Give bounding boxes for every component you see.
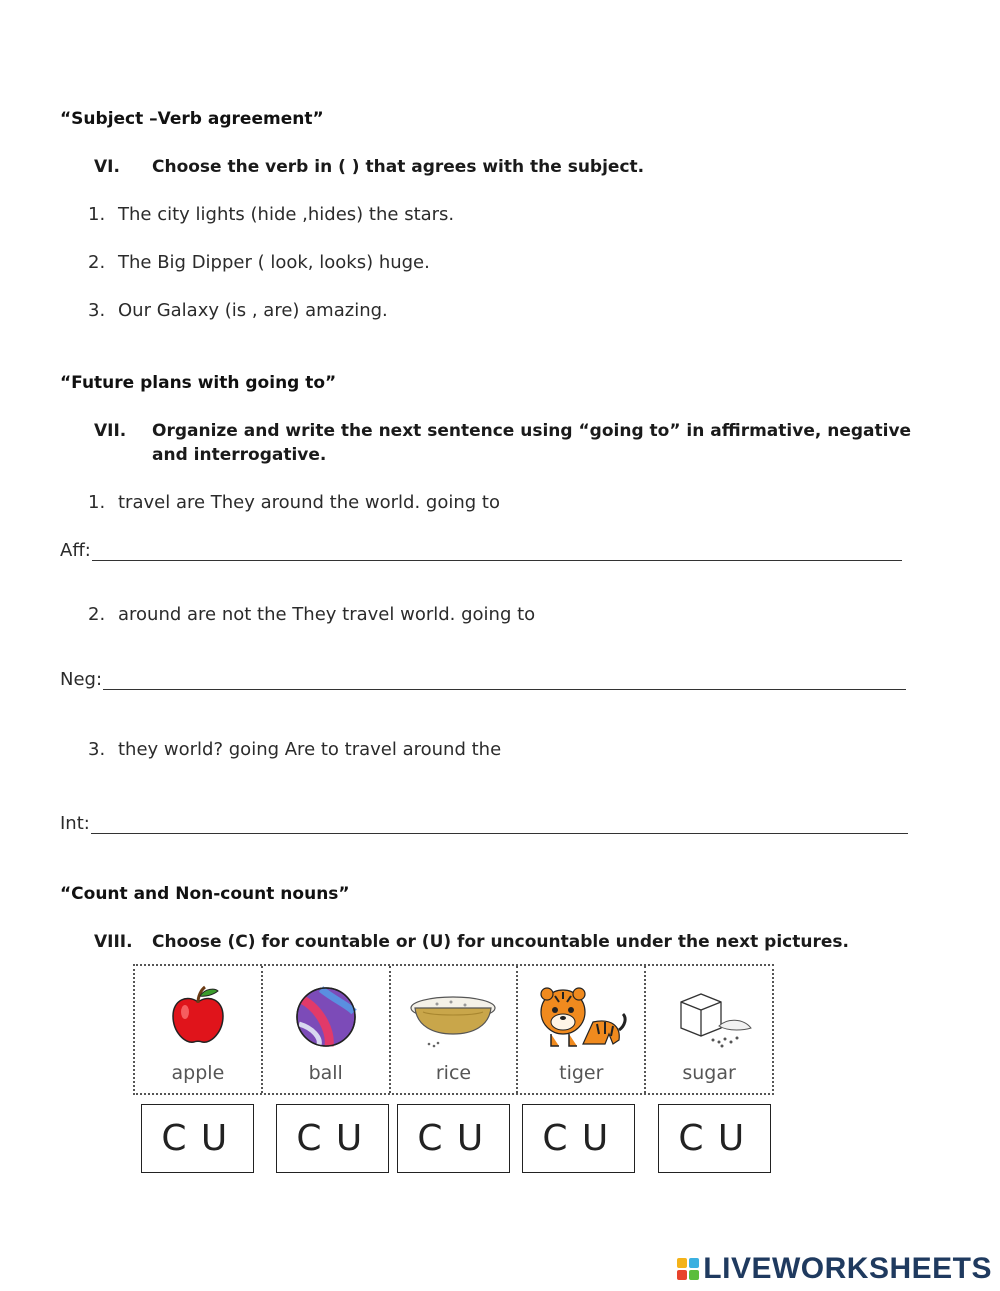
picture-label: tiger	[559, 1062, 604, 1084]
choice-box-sugar	[658, 1104, 771, 1173]
list-item	[88, 739, 501, 760]
picture-row	[133, 964, 774, 1095]
instruction-text: Organize and write the next sentence using “going to” in affirmative, negative and interrogative.	[152, 421, 912, 465]
picture-label: rice	[435, 1062, 472, 1084]
rice-bowl-icon	[407, 982, 499, 1052]
countable-option[interactable]: C	[417, 1118, 443, 1159]
picture-cell-tiger	[518, 966, 646, 1093]
list-item	[88, 492, 500, 513]
list-item	[88, 604, 535, 625]
answer-label: Neg:	[60, 669, 103, 690]
uncountable-option[interactable]: U	[456, 1118, 484, 1159]
picture-cell-ball	[263, 966, 391, 1093]
logo-text: LIVEWORKSHEETS	[703, 1252, 992, 1285]
item-text: The city lights (hide ,hides) the stars.	[118, 204, 455, 225]
answer-blank[interactable]	[103, 671, 906, 690]
picture-cell-sugar	[646, 966, 772, 1093]
tiger-icon	[533, 982, 629, 1054]
picture-cell-apple	[135, 966, 263, 1093]
ball-icon	[291, 982, 361, 1052]
countable-option[interactable]: C	[678, 1118, 704, 1159]
item-number: 1.	[88, 492, 106, 513]
logo-blocks-icon	[677, 1258, 699, 1280]
answer-blank[interactable]	[91, 815, 908, 834]
picture-label: apple	[171, 1062, 225, 1084]
item-text: around are not the They travel world. going to	[118, 604, 536, 625]
picture-cell-rice	[391, 966, 519, 1093]
list-item	[88, 300, 388, 321]
item-text: they world? going Are to travel around the	[118, 739, 502, 760]
picture-label: sugar	[682, 1062, 736, 1084]
choice-box-tiger	[522, 1104, 635, 1173]
answer-blank[interactable]	[92, 542, 902, 561]
answer-line-negative[interactable]	[60, 669, 906, 690]
answer-label: Aff:	[60, 540, 91, 561]
item-text: The Big Dipper ( look, looks) huge.	[118, 252, 430, 273]
item-number: 3.	[88, 300, 106, 321]
answer-label: Int:	[60, 813, 90, 834]
choice-box-apple	[141, 1104, 254, 1173]
countable-option[interactable]: C	[296, 1118, 322, 1159]
liveworksheets-logo[interactable]	[677, 1252, 992, 1286]
choice-box-rice	[397, 1104, 510, 1173]
uncountable-option[interactable]: U	[581, 1118, 609, 1159]
item-number: 2.	[88, 252, 106, 273]
apple-icon	[163, 982, 233, 1052]
item-number: 1.	[88, 204, 106, 225]
item-number: 2.	[88, 604, 106, 625]
section-heading-going-to: “Future plans with going to”	[60, 373, 337, 393]
list-item	[88, 204, 454, 225]
list-item	[88, 252, 430, 273]
item-text: Our Galaxy (is , are) amazing.	[118, 300, 388, 321]
instruction-text: Choose the verb in ( ) that agrees with the subject.	[152, 157, 645, 177]
item-text: travel are They around the world. going to	[118, 492, 500, 513]
instruction-text: Choose (C) for countable or (U) for uncountable under the next pictures.	[152, 932, 849, 952]
uncountable-option[interactable]: U	[335, 1118, 363, 1159]
picture-label: ball	[308, 1062, 343, 1084]
answer-line-affirmative[interactable]	[60, 540, 902, 561]
instruction-number: VI.	[94, 157, 120, 177]
instruction-number: VII.	[94, 421, 127, 441]
uncountable-option[interactable]: U	[200, 1118, 228, 1159]
instruction-number: VIII.	[94, 932, 133, 952]
countable-option[interactable]: C	[161, 1118, 187, 1159]
section-heading-count-noncount: “Count and Non-count nouns”	[60, 884, 350, 904]
item-number: 3.	[88, 739, 106, 760]
uncountable-option[interactable]: U	[717, 1118, 745, 1159]
sugar-cube-icon	[661, 982, 757, 1052]
answer-line-interrogative[interactable]	[60, 813, 908, 834]
section-heading-subject-verb: “Subject –Verb agreement”	[60, 109, 324, 129]
countable-option[interactable]: C	[542, 1118, 568, 1159]
choice-box-ball	[276, 1104, 389, 1173]
